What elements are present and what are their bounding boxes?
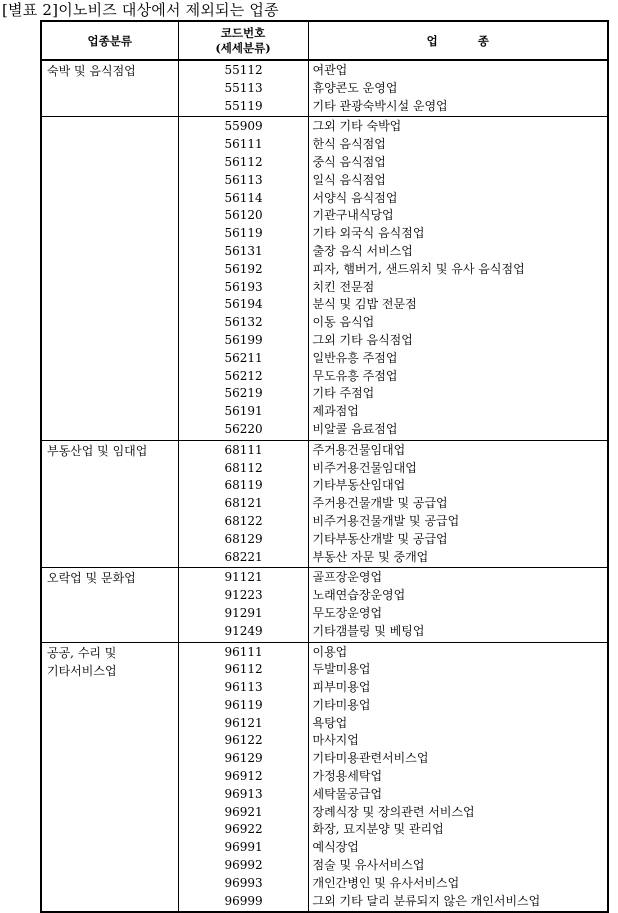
industry-code: 56131 [224, 243, 263, 258]
industry-name: 서양식 음식점업 [312, 190, 398, 205]
industry-name: 주거용건물임대업 [312, 442, 406, 457]
industry-code: 56212 [224, 368, 263, 383]
industry-name: 출장 음식 서비스업 [312, 243, 413, 258]
page-title: [별표 2]이노비즈 대상에서 제외되는 업종 [2, 1, 279, 19]
category-cell: 숙박 및 음식점업 [41, 60, 178, 117]
industry-name: 그외 기타 음식점업 [312, 332, 413, 347]
industry-code: 56114 [224, 190, 263, 205]
industry-code: 56113 [224, 172, 263, 187]
industry-code: 96992 [224, 858, 263, 873]
industry-code: 68121 [224, 496, 263, 511]
industry-code: 68129 [224, 531, 263, 546]
industry-code: 96119 [224, 697, 263, 712]
industry-name: 기타부동산임대업 [312, 478, 406, 493]
industry-name: 점술 및 유사서비스업 [312, 858, 425, 873]
industry-code: 56111 [224, 137, 263, 152]
industry-code: 56192 [224, 261, 263, 276]
header-industry-label: 업 종 [426, 33, 489, 48]
industry-code: 55909 [224, 119, 263, 134]
code-cell [178, 642, 308, 912]
header-code [178, 21, 308, 60]
table-row [41, 642, 608, 912]
industry-code: 96913 [224, 786, 263, 801]
table-row [41, 117, 608, 440]
industry-name: 노래연습장운영업 [312, 588, 406, 603]
industry-name: 제과점업 [312, 404, 359, 419]
code-cell [178, 117, 308, 440]
header-industry [308, 21, 608, 60]
table-body [41, 60, 608, 912]
category-cell: 공공, 수리 및 기타서비스업 [41, 642, 178, 912]
industry-name: 그외 기타 달리 분류되지 않은 개인서비스업 [312, 893, 541, 908]
industry-code: 56119 [224, 226, 263, 241]
industry-code: 55112 [224, 63, 263, 77]
industry-code: 68221 [224, 549, 263, 564]
industry-name: 기타갬블링 및 베팅업 [312, 623, 425, 638]
industry-name: 비주거용건물임대업 [312, 460, 417, 475]
industry-name: 기타미용관련서비스업 [312, 751, 429, 766]
industry-code: 56199 [224, 332, 263, 347]
industry-name: 이용업 [312, 644, 348, 659]
industry-code: 56194 [224, 297, 263, 312]
industry-code: 68122 [224, 513, 263, 528]
industry-name: 기타 관광숙박시설 운영업 [312, 98, 448, 113]
industry-name: 일반유흥 주점업 [312, 350, 398, 365]
industry-code: 56132 [224, 315, 263, 330]
industry-cell [308, 117, 608, 440]
industry-cell [308, 440, 608, 568]
industry-code: 56112 [224, 154, 263, 169]
industry-code: 56219 [224, 386, 263, 401]
industry-code: 91223 [224, 588, 263, 603]
header-code-line1: 코드번호 [220, 26, 266, 40]
industry-name: 골프장운영업 [312, 570, 383, 585]
industry-cell [308, 642, 608, 912]
industry-code: 68112 [224, 460, 263, 475]
code-cell [178, 440, 308, 568]
industry-name: 비주거용건물개발 및 공급업 [312, 513, 460, 528]
industry-name: 무도장운영업 [312, 605, 383, 620]
industry-name: 한식 음식점업 [312, 137, 386, 152]
industry-name: 기관구내식당업 [312, 208, 394, 223]
industry-code: 96112 [224, 662, 263, 677]
industry-name: 이동 음식업 [312, 315, 375, 330]
industry-code: 96999 [224, 893, 263, 908]
industry-code: 96113 [224, 680, 263, 695]
industry-name: 여관업 [312, 63, 348, 77]
header-code-line2: (세세분류) [215, 41, 271, 55]
industry-code: 96993 [224, 875, 263, 890]
industry-code: 56211 [224, 350, 263, 365]
industry-code: 96921 [224, 804, 263, 819]
industry-code: 96121 [224, 715, 263, 730]
industry-code: 56120 [224, 208, 263, 223]
industry-name: 피부미용업 [312, 680, 371, 695]
table-row [41, 440, 608, 568]
industry-name: 기타부동산개발 및 공급업 [312, 531, 448, 546]
industry-code: 96111 [224, 644, 263, 659]
category-cell: 부동산업 및 임대업 [41, 440, 178, 568]
category-cell [41, 117, 178, 440]
industry-code: 96129 [224, 751, 263, 766]
industry-code: 68119 [224, 478, 263, 493]
industry-cell [308, 568, 608, 642]
industry-code: 91249 [224, 623, 263, 638]
code-cell [178, 60, 308, 117]
industry-code: 96912 [224, 769, 263, 784]
industry-name: 예식장업 [312, 840, 359, 855]
industry-name: 마사지업 [312, 733, 359, 748]
industry-name: 욕탕업 [312, 715, 348, 730]
industry-name: 두발미용업 [312, 662, 371, 677]
industry-name: 분식 및 김밥 전문점 [312, 297, 417, 312]
industry-name: 주거용건물개발 및 공급업 [312, 496, 448, 511]
industry-code: 68111 [224, 442, 263, 457]
industry-code: 91121 [224, 570, 263, 585]
industry-name: 기타 외국식 음식점업 [312, 226, 425, 241]
category-cell: 오락업 및 문화업 [41, 568, 178, 642]
table-row [41, 60, 608, 117]
industry-name: 피자, 햄버거, 샌드위치 및 유사 음식점업 [312, 261, 525, 276]
header-category: 업종분류 [41, 21, 178, 60]
industry-name: 비알콜 음료점업 [312, 421, 398, 436]
table-header-row [41, 21, 608, 60]
industry-code: 91291 [224, 605, 263, 620]
industry-name: 치킨 전문점 [312, 279, 375, 294]
industry-name: 그외 기타 숙박업 [312, 119, 402, 134]
industry-name: 기타 주점업 [312, 386, 375, 401]
industry-code: 96122 [224, 733, 263, 748]
industry-code: 96922 [224, 822, 263, 837]
industry-name: 휴양콘도 운영업 [312, 80, 398, 95]
industry-code: 96991 [224, 840, 263, 855]
industry-code: 55119 [224, 98, 263, 113]
industry-name: 화장, 묘지분양 및 관리업 [312, 822, 444, 837]
code-cell [178, 568, 308, 642]
industry-code: 55113 [224, 80, 263, 95]
industry-name: 일식 음식점업 [312, 172, 386, 187]
table-row [41, 568, 608, 642]
industry-code: 56191 [224, 404, 263, 419]
industry-name: 개인간병인 및 유사서비스업 [312, 875, 460, 890]
industry-code: 56220 [224, 421, 263, 436]
industry-name: 세탁물공급업 [312, 786, 383, 801]
industry-name: 장례식장 및 장의관련 서비스업 [312, 804, 475, 819]
industry-code: 56193 [224, 279, 263, 294]
industry-name: 중식 음식점업 [312, 154, 386, 169]
industry-cell [308, 60, 608, 117]
industry-name: 부동산 자문 및 중개업 [312, 549, 429, 564]
industry-name: 가정용세탁업 [312, 769, 383, 784]
industry-name: 기타미용업 [312, 697, 371, 712]
excluded-industries-table [40, 20, 609, 913]
industry-name: 무도유흥 주점업 [312, 368, 398, 383]
